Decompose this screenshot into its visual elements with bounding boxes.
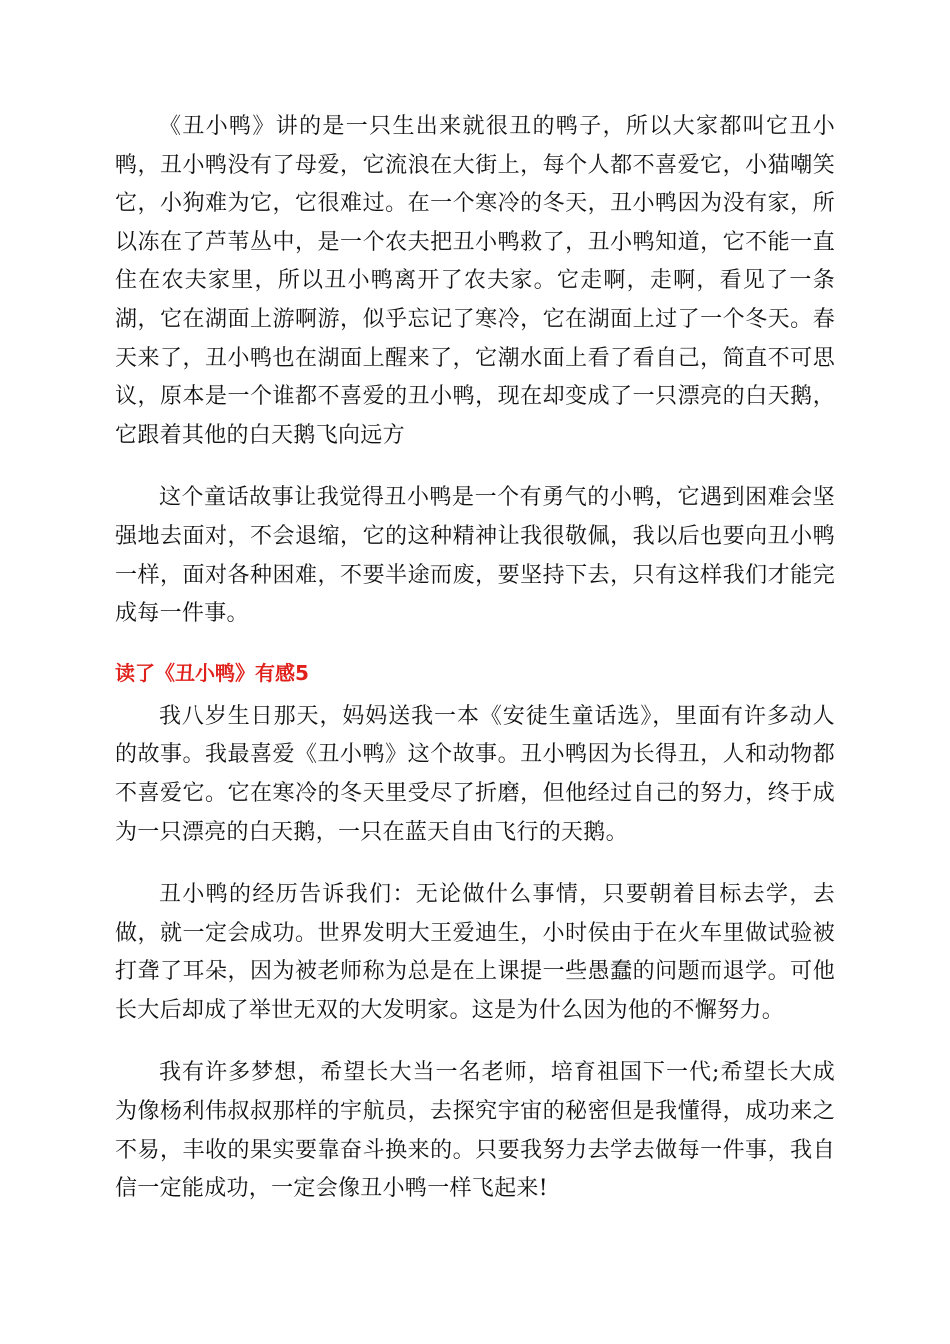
paragraph-dreams: 我有许多梦想，希望长大当一名老师，培育祖国下一代;希望长大成为像杨利伟叔叔那样的宇航员，去探究宇宙的秘密但是我懂得，成功来之不易，丰收的果实要靠奋斗换来的。只要我努力去学去做每一件事，我自信一定能成功，一定会像丑小鸭一样飞起来! [115,1060,835,1202]
document-body [115,108,835,1233]
section-heading: 读了《丑小鸭》有感5 [115,660,309,685]
paragraph-reflection: 这个童话故事让我觉得丑小鸭是一个有勇气的小鸭，它遇到困难会坚强地去面对，不会退缩，它的这种精神让我很敬佩，我以后也要向丑小鸭一样，面对各种困难，不要半途而废，要坚持下去，只有这样我们才能完成每一件事。 [115,485,835,627]
paragraph-story-summary: 《丑小鸭》讲的是一只生出来就很丑的鸭子，所以大家都叫它丑小鸭，丑小鸭没有了母爱，它流浪在大街上，每个人都不喜爱它，小猫嘲笑它，小狗难为它，它很难过。在一个寒冷的冬天，丑小鸭因为没有家，所以冻在了芦苇丛中，是一个农夫把丑小鸭救了，丑小鸭知道，它不能一直住在农夫家里，所以丑小鸭离开了农夫家。它走啊，走啊，看见了一条湖，它在湖面上游啊游，似乎忘记了寒冷，它在湖面上过了一个冬天。春天来了，丑小鸭也在湖面上醒来了，它潮水面上看了看自己，简直不可思议，原本是一个谁都不喜爱的丑小鸭，现在却变成了一只漂亮的白天鹅，它跟着其他的白天鹅飞向远方 [115,114,835,448]
paragraph-edison-lesson: 丑小鸭的经历告诉我们：无论做什么事情，只要朝着目标去学，去做，就一定会成功。世界发明大王爱迪生，小时侯由于在火车里做试验被打聋了耳朵，因为被老师称为总是在上课提一些愚蠢的问题而退学。可他长大后却成了举世无双的大发明家。这是为什么因为他的不懈努力。 [115,882,835,1023]
paragraph-birthday-gift: 我八岁生日那天，妈妈送我一本《安徒生童话选》，里面有许多动人的故事。我最喜爱《丑小鸭》这个故事。丑小鸭因为长得丑，人和动物都不喜爱它。它在寒冷的冬天里受尽了折磨，但他经过自己的努力，终于成为一只漂亮的白天鹅，一只在蓝天自由飞行的天鹅。 [115,703,835,845]
